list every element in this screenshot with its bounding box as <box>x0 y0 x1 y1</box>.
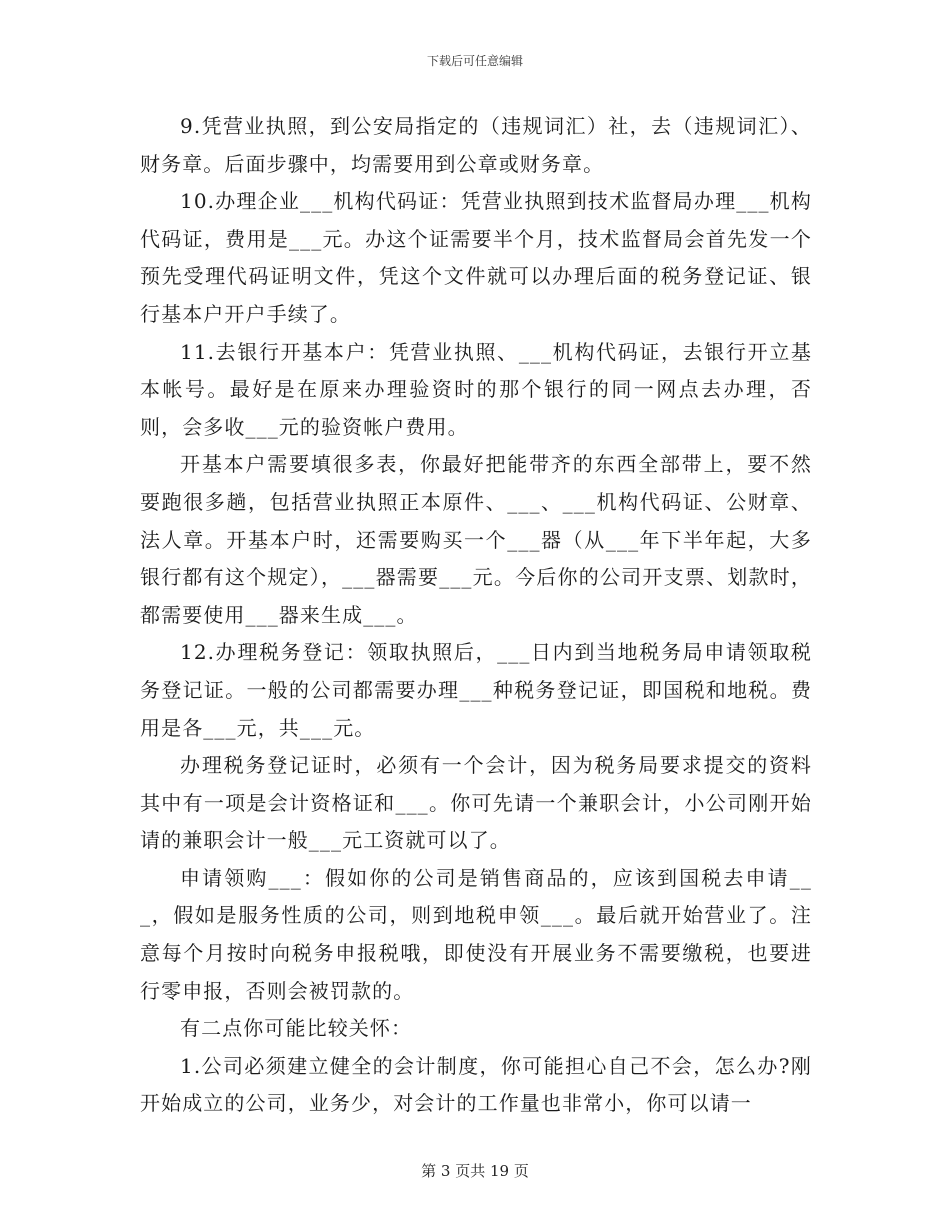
paragraph-step-12: 12.办理税务登记：领取执照后，___日内到当地税务局申请领取税务登记证。一般的公司都需要办理___种税务登记证，即国税和地税。费用是各___元，共___元。 <box>140 640 812 740</box>
paragraph-bank-account-details: 开基本户需要填很多表，你最好把能带齐的东西全部带上，要不然要跑很多趟，包括营业执照正本原件、___、___机构代码证、公财章、法人章。开基本户时，还需要购买一个___器（从___年下半年起，大多银行都有这个规定），___器需要___元。今后你的公司开支票、划款时，都需要使用___器来生成___。 <box>140 452 812 627</box>
paragraph-concern-1: 1.公司必须建立健全的会计制度，你可能担心自己不会，怎么办?刚开始成立的公司，业务少，对会计的工作量也非常小，你可以请一 <box>140 1053 812 1116</box>
paragraph-step-11: 11.去银行开基本户：凭营业执照、___机构代码证，去银行开立基本帐号。最好是在原来办理验资时的那个银行的同一网点去办理，否则，会多收___元的验资帐户费用。 <box>140 339 812 439</box>
paragraph-step-10: 10.办理企业___机构代码证：凭营业执照到技术监督局办理___机构代码证，费用是___元。办这个证需要半个月，技术监督局会首先发一个预先受理代码证明文件，凭这个文件就可以办理后面的税务登记证、银行基本户开户手续了。 <box>140 189 812 326</box>
paragraph-step-9: 9.凭营业执照，到公安局指定的（违规词汇）社，去（违规词汇）、财务章。后面步骤中，均需要用到公章或财务章。 <box>140 114 812 176</box>
document-body <box>140 108 812 1123</box>
paragraph-two-concerns: 有二点你可能比较关怀： <box>180 1016 413 1041</box>
paragraph-tax-registration-details: 办理税务登记证时，必须有一个会计，因为税务局要求提交的资料其中有一项是会计资格证和___。你可先请一个兼职会计，小公司刚开始请的兼职会计一般___元工资就可以了。 <box>140 753 812 853</box>
page-header: 下载后可任意编辑 <box>426 54 523 68</box>
page-number: 第 3 页共 19 页 <box>421 1162 529 1180</box>
paragraph-invoice-application: 申请领购___：假如你的公司是销售商品的，应该到国税去申请___，假如是服务性质的公司，则到地税申领___。最后就开始营业了。注意每个月按时向税务申报税哦，即使没有开展业务不需要缴税，也要进行零申报，否则会被罚款的。 <box>140 865 812 1003</box>
